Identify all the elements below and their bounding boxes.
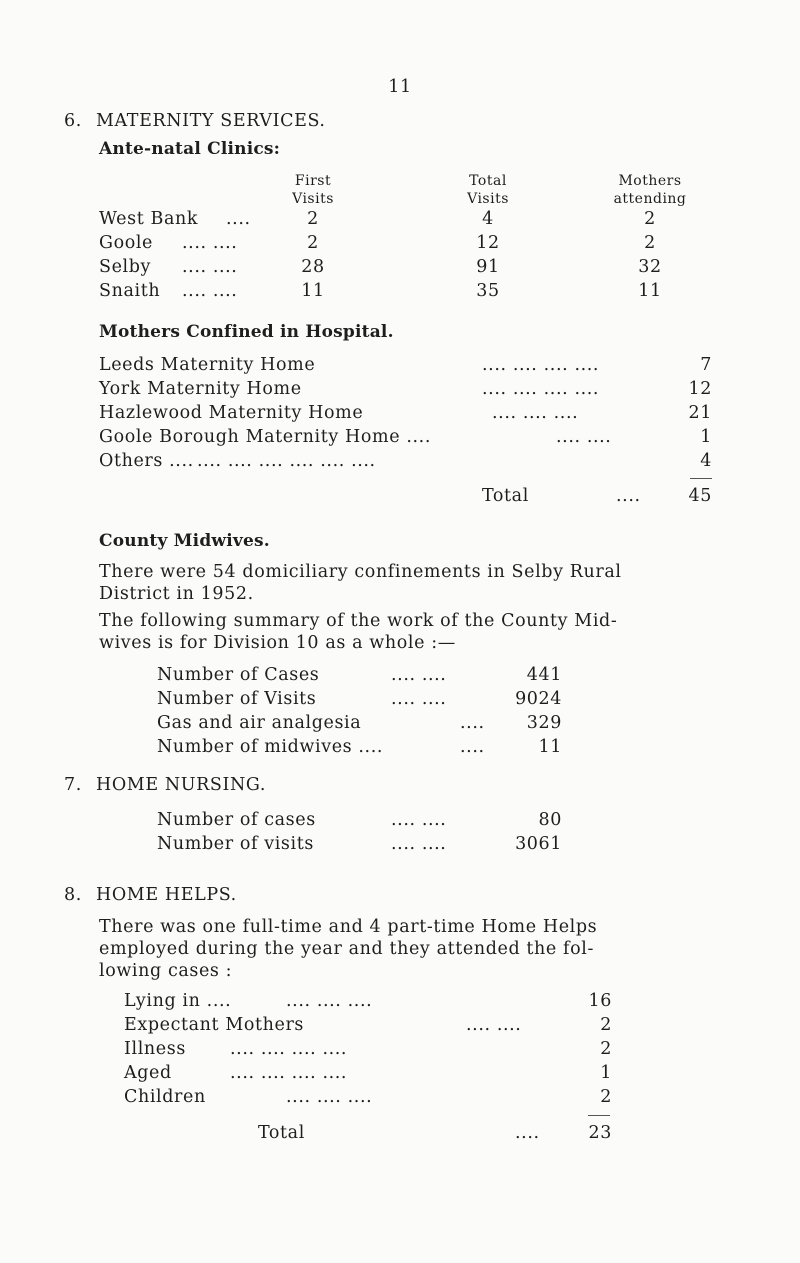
clinic-row-total: 91	[476, 257, 500, 277]
clinic-row-dots: ....	[226, 209, 251, 229]
hospital-row-dots: .... .... .... .... .... ....	[197, 451, 376, 471]
clinic-row-name: West Bank	[99, 209, 199, 229]
nursing-row-name: Number of visits	[157, 834, 314, 854]
hospital-row-dots: .... .... .... ....	[482, 355, 600, 375]
hospital-row-value: 12	[688, 379, 712, 399]
midwives-row-value: 329	[526, 713, 562, 733]
hospital-total-value: 45	[688, 486, 712, 506]
clinic-row-dots: .... ....	[182, 257, 238, 277]
homehelps-row-value: 2	[600, 1039, 612, 1059]
homehelps-paragraph-line: employed during the year and they attended the fol-	[99, 939, 594, 959]
hospital-row-dots: .... ....	[556, 427, 612, 447]
homehelps-row-dots: .... .... ....	[286, 991, 373, 1011]
col-total-visits-line2: Visits	[467, 191, 509, 207]
nursing-row-dots: .... ....	[391, 810, 447, 830]
clinic-row-name: Goole	[99, 233, 154, 253]
homehelps-paragraph-line: lowing cases :	[99, 961, 233, 981]
homehelps-paragraph-line: There was one full-time and 4 part-time Home Helps	[99, 917, 598, 937]
homehelps-total-dots: ....	[515, 1123, 540, 1143]
homehelps-total-value: 23	[588, 1123, 612, 1143]
clinic-row-total: 35	[476, 281, 500, 301]
midwives-row-name: Number of Cases	[157, 665, 320, 685]
midwives-row-value: 441	[526, 665, 562, 685]
nursing-row-name: Number of cases	[157, 810, 316, 830]
clinic-row-first: 11	[301, 281, 325, 301]
section-7-title: HOME NURSING.	[96, 775, 267, 795]
midwives-row-dots: ....	[460, 737, 485, 757]
midwives-row-dots: .... ....	[391, 665, 447, 685]
hospital-row-dots: .... .... ....	[492, 403, 579, 423]
hospital-row-name: Goole Borough Maternity Home ....	[99, 427, 431, 447]
homehelps-total-label: Total	[258, 1123, 305, 1143]
clinic-row-mothers: 32	[638, 257, 662, 277]
hospital-row-name: York Maternity Home	[99, 379, 302, 399]
midwives-paragraph-line: There were 54 domiciliary confinements in Selby Rural	[99, 562, 622, 582]
clinic-row-name: Selby	[99, 257, 152, 277]
antenatal-heading: Ante-natal Clinics:	[99, 139, 281, 159]
nursing-row-value: 3061	[515, 834, 562, 854]
midwives-paragraph-line: The following summary of the work of the County Mid-	[99, 611, 618, 631]
section-8-title: HOME HELPS.	[96, 885, 237, 905]
homehelps-row-name: Children	[124, 1087, 206, 1107]
midwives-row-dots: .... ....	[391, 689, 447, 709]
hospital-row-value: 1	[700, 427, 712, 447]
homehelps-row-dots: .... ....	[466, 1015, 522, 1035]
homehelps-row-dots: .... .... .... ....	[230, 1039, 348, 1059]
midwives-heading: County Midwives.	[99, 531, 270, 551]
col-first-visits-line1: First	[294, 173, 332, 189]
hospital-row-dots: .... .... .... ....	[482, 379, 600, 399]
col-mothers-attending-line1: Mothers	[618, 173, 682, 189]
clinic-row-first: 28	[301, 257, 325, 277]
hospital-total-label: Total	[482, 486, 529, 506]
section-6-number: 6.	[64, 111, 82, 131]
homehelps-row-name: Illness	[124, 1039, 186, 1059]
clinic-row-first: 2	[307, 209, 319, 229]
page-number: 11	[388, 77, 412, 97]
confined-heading: Mothers Confined in Hospital.	[99, 322, 394, 342]
clinic-row-dots: .... ....	[182, 233, 238, 253]
midwives-row-value: 11	[538, 737, 562, 757]
midwives-row-value: 9024	[515, 689, 562, 709]
midwives-row-name: Gas and air analgesia	[157, 713, 362, 733]
homehelps-row-value: 16	[588, 991, 612, 1011]
clinic-row-mothers: 11	[638, 281, 662, 301]
clinic-row-mothers: 2	[644, 209, 656, 229]
hospital-row-value: 4	[700, 451, 712, 471]
clinic-row-dots: .... ....	[182, 281, 238, 301]
homehelps-total-rule	[588, 1115, 610, 1116]
section-8-number: 8.	[64, 885, 82, 905]
homehelps-row-dots: .... .... ....	[286, 1087, 373, 1107]
col-total-visits-line1: Total	[469, 173, 507, 189]
section-6-title: MATERNITY SERVICES.	[96, 111, 326, 131]
homehelps-row-name: Lying in ....	[124, 991, 232, 1011]
homehelps-row-value: 1	[600, 1063, 612, 1083]
midwives-paragraph-line: wives is for Division 10 as a whole :—	[99, 633, 456, 653]
nursing-row-value: 80	[538, 810, 562, 830]
midwives-paragraph-line: District in 1952.	[99, 584, 254, 604]
hospital-total-dots: ....	[616, 486, 641, 506]
homehelps-row-name: Aged	[124, 1063, 172, 1083]
clinic-row-first: 2	[307, 233, 319, 253]
col-mothers-attending-line2: attending	[613, 191, 687, 207]
hospital-row-name: Hazlewood Maternity Home	[99, 403, 364, 423]
hospital-row-name: Leeds Maternity Home	[99, 355, 316, 375]
homehelps-row-value: 2	[600, 1015, 612, 1035]
hospital-row-value: 7	[700, 355, 712, 375]
homehelps-row-dots: .... .... .... ....	[230, 1063, 348, 1083]
midwives-row-name: Number of Visits	[157, 689, 317, 709]
midwives-row-name: Number of midwives ....	[157, 737, 384, 757]
homehelps-row-name: Expectant Mothers	[124, 1015, 304, 1035]
section-7-number: 7.	[64, 775, 82, 795]
hospital-row-value: 21	[688, 403, 712, 423]
clinic-row-name: Snaith	[99, 281, 161, 301]
clinic-row-total: 12	[476, 233, 500, 253]
homehelps-row-value: 2	[600, 1087, 612, 1107]
clinic-row-total: 4	[482, 209, 494, 229]
col-first-visits-line2: Visits	[292, 191, 334, 207]
hospital-total-rule	[690, 478, 712, 479]
nursing-row-dots: .... ....	[391, 834, 447, 854]
hospital-row-name: Others ....	[99, 451, 194, 471]
midwives-row-dots: ....	[460, 713, 485, 733]
clinic-row-mothers: 2	[644, 233, 656, 253]
